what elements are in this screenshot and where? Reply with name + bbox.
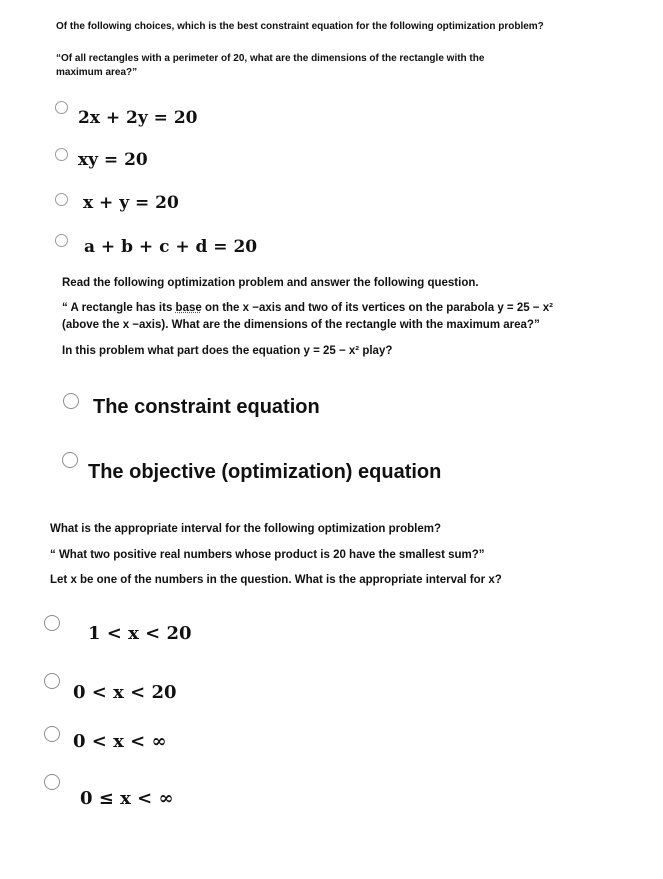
q1-option-4-label: a + b + c + d = 20	[84, 237, 258, 257]
q3-option-4-label: 0 ≤ x < ∞	[80, 788, 174, 809]
q2-option-2-radio[interactable]	[62, 452, 78, 468]
q3-prompt: What is the appropriate interval for the following optimization problem?	[50, 523, 442, 535]
q2-problem-part2: on the x −axis and two of its vertices on the parabola y = 25 − x²	[201, 302, 553, 314]
q1-option-2-label: xy = 20	[78, 150, 148, 170]
q1-prompt	[56, 20, 544, 34]
q2-option-2-label: The objective (optimization) equation	[88, 461, 442, 483]
q1-option-4-radio[interactable]	[55, 234, 68, 247]
q1-option-1-radio[interactable]	[55, 101, 68, 114]
q1-option-3-radio[interactable]	[55, 193, 68, 206]
q3-option-1-label: 1 < x < 20	[88, 623, 192, 644]
q2-question: In this problem what part does the equation y = 25 − x² play?	[62, 345, 393, 357]
q3-option-4-radio[interactable]	[44, 774, 60, 790]
q1-option-3-label: x + y = 20	[83, 193, 179, 213]
q3-option-3-label: 0 < x < ∞	[73, 731, 167, 752]
q3-option-3-radio[interactable]	[44, 726, 60, 742]
q3-option-1-radio[interactable]	[44, 615, 60, 631]
q2-problem-part1: “ A rectangle has its	[62, 302, 176, 314]
q2-problem-base-word: base	[175, 302, 202, 314]
q1-prompt-text: Of the following choices, which is the best constraint equation for the following optimization problem?	[56, 21, 544, 32]
q1-problem: “Of all rectangles with a perimeter of 20, what are the dimensions of the rectangle with the maximum area?”	[56, 53, 485, 78]
q3-problem: “ What two positive real numbers whose product is 20 have the smallest sum?”	[50, 549, 485, 561]
q3-option-2-label: 0 < x < 20	[73, 682, 177, 703]
q2-option-1-label: The constraint equation	[93, 396, 320, 418]
q3-question: Let x be one of the numbers in the question. What is the appropriate interval for x?	[50, 574, 502, 586]
q3-option-2-radio[interactable]	[44, 673, 60, 689]
q2-option-1-radio[interactable]	[63, 393, 79, 409]
q1-option-1-label: 2x + 2y = 20	[78, 108, 198, 128]
q2-intro: Read the following optimization problem and answer the following question.	[62, 277, 479, 289]
q1-option-2-radio[interactable]	[55, 148, 68, 161]
q2-problem-line2: (above the x −axis). What are the dimensions of the rectangle with the maximum area?”	[62, 319, 540, 331]
q2-problem-line1	[62, 301, 553, 316]
